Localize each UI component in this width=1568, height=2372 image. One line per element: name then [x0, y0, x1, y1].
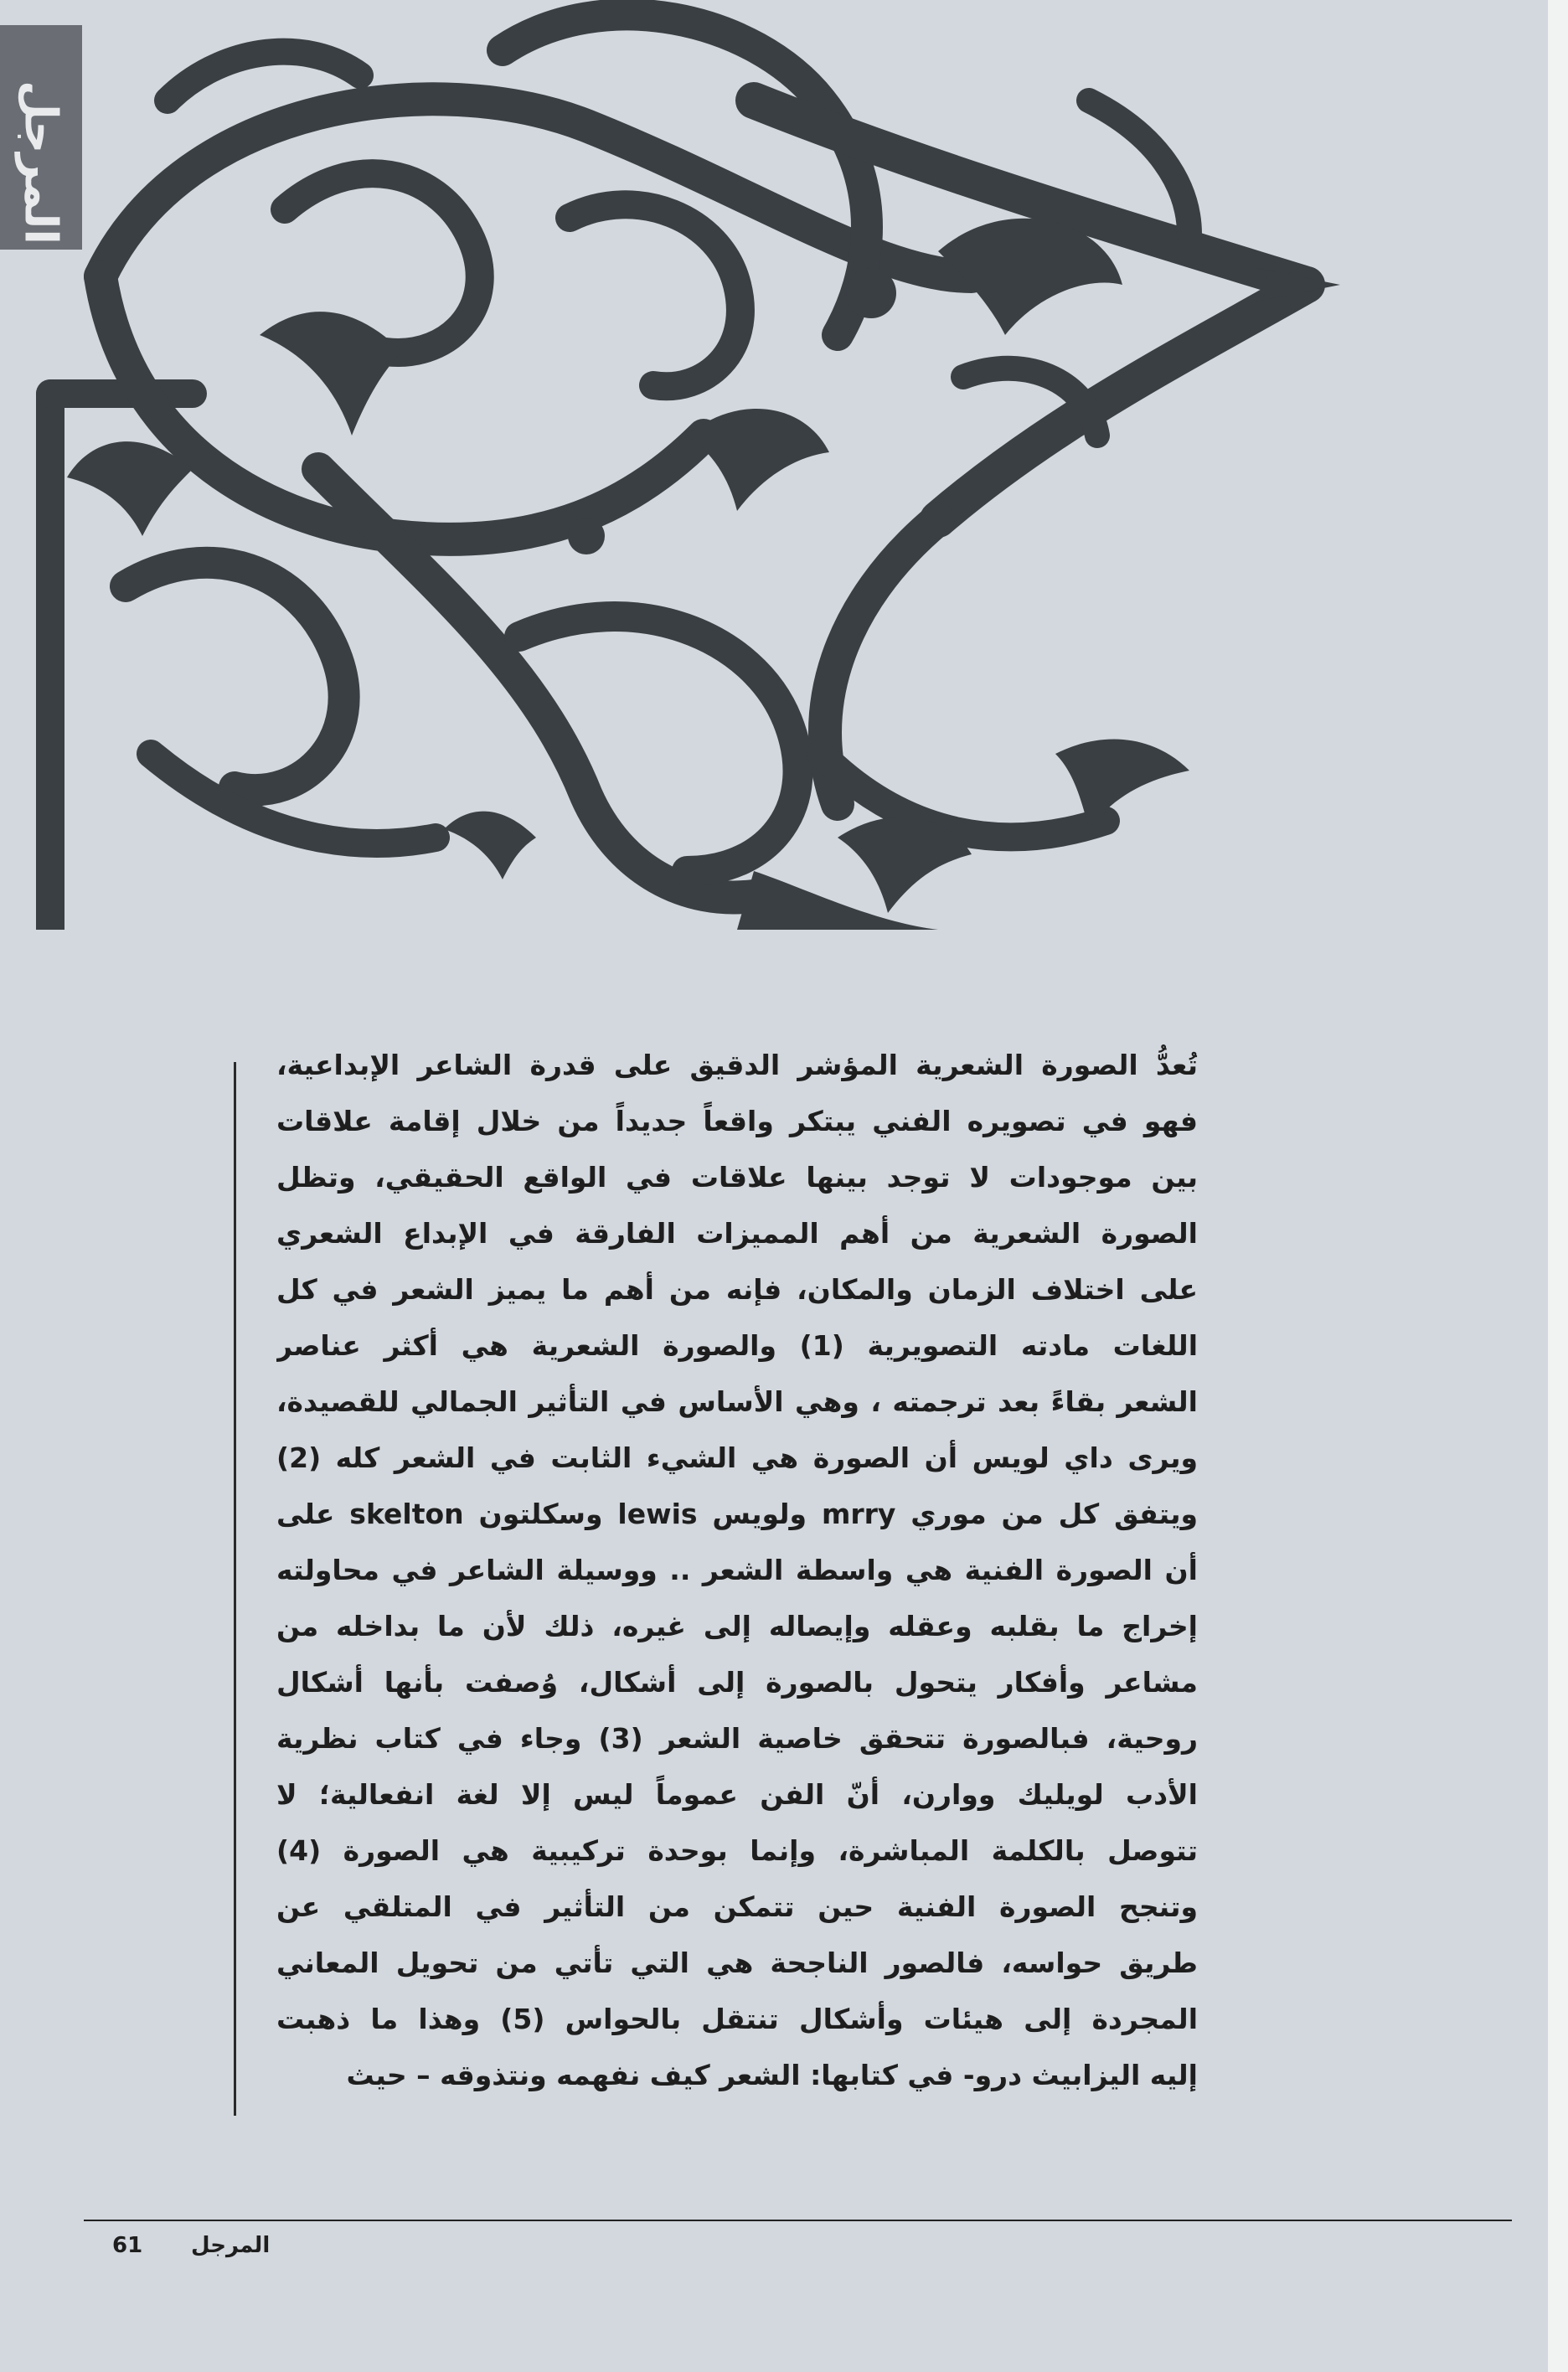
article-line: الأدب لويليك ووارن، أنّ الفن عموماً ليس إلا لغة انفعالية؛ لا	[276, 1778, 1198, 1811]
article-body	[276, 1037, 1198, 2103]
article-line: ويرى داي لويس أن الصورة هي الشيء الثابت في الشعر كله (2)	[276, 1441, 1198, 1474]
article-line: وتنجح الصورة الفنية حين تتمكن من التأثير في المتلقي عن	[276, 1890, 1198, 1923]
page-number: 61	[112, 2233, 143, 2258]
article-line: ويتفق كل من موري mrry ولويس lewis وسكلتون skelton على	[276, 1498, 1198, 1530]
article-line: الشعر بقاءً بعد ترجمته ، وهي الأساس في التأثير الجمالي للقصيدة،	[276, 1385, 1198, 1418]
article-line: المجردة إلى هيئات وأشكال تنتقل بالحواس (5) وهذا ما ذهبت	[276, 2003, 1198, 2035]
page-edge	[1548, 0, 1568, 2372]
article-line: أن الصورة الفنية هي واسطة الشعر .. ووسيلة الشاعر في محاولته	[276, 1554, 1198, 1586]
article-line: اللغات مادته التصويرية (1) والصورة الشعرية هي أكثر عناصر	[276, 1329, 1198, 1362]
section-tab	[0, 25, 82, 250]
article-line: على اختلاف الزمان والمكان، فإنه من أهم ما يميز الشعر في كل	[276, 1273, 1198, 1306]
article-line: إليه اليزابيث درو- في كتابها: الشعر كيف نفهمه ونتذوقه – حيث	[346, 2059, 1198, 2091]
text-column-rule	[234, 1062, 236, 2116]
arabesque-ornament-icon	[0, 0, 1474, 930]
article-line: روحية، فبالصورة تتحقق خاصية الشعر (3) وجاء في كتاب نظرية	[276, 1722, 1198, 1755]
article-line: الصورة الشعرية من أهم المميزات الفارقة في الإبداع الشعري	[276, 1217, 1198, 1250]
footer-rule	[84, 2220, 1512, 2221]
article-line: تتوصل بالكلمة المباشرة، وإنما بوحدة تركيبية هي الصورة (4)	[276, 1834, 1198, 1867]
article-line: طريق حواسه، فالصور الناجحة هي التي تأتي من تحويل المعاني	[276, 1947, 1198, 1979]
article-line: مشاعر وأفكار يتحول بالصورة إلى أشكال، وُصفت بأنها أشكال	[276, 1666, 1198, 1699]
article-line: فهو في تصويره الفني يبتكر واقعاً جديداً من خلال إقامة علاقات	[276, 1105, 1198, 1137]
footer-magazine-name: المرجل	[191, 2233, 271, 2258]
article-line: تُعدُّ الصورة الشعرية المؤشر الدقيق على قدرة الشاعر الإبداعية،	[276, 1049, 1198, 1081]
section-tab-label: المرجل	[14, 80, 68, 245]
article-line: إخراج ما بقلبه وعقله وإيصاله إلى غيره، ذلك لأن ما بداخله من	[276, 1610, 1198, 1642]
article-line: بين موجودات لا توجد بينها علاقات في الواقع الحقيقي، وتظل	[276, 1161, 1198, 1194]
